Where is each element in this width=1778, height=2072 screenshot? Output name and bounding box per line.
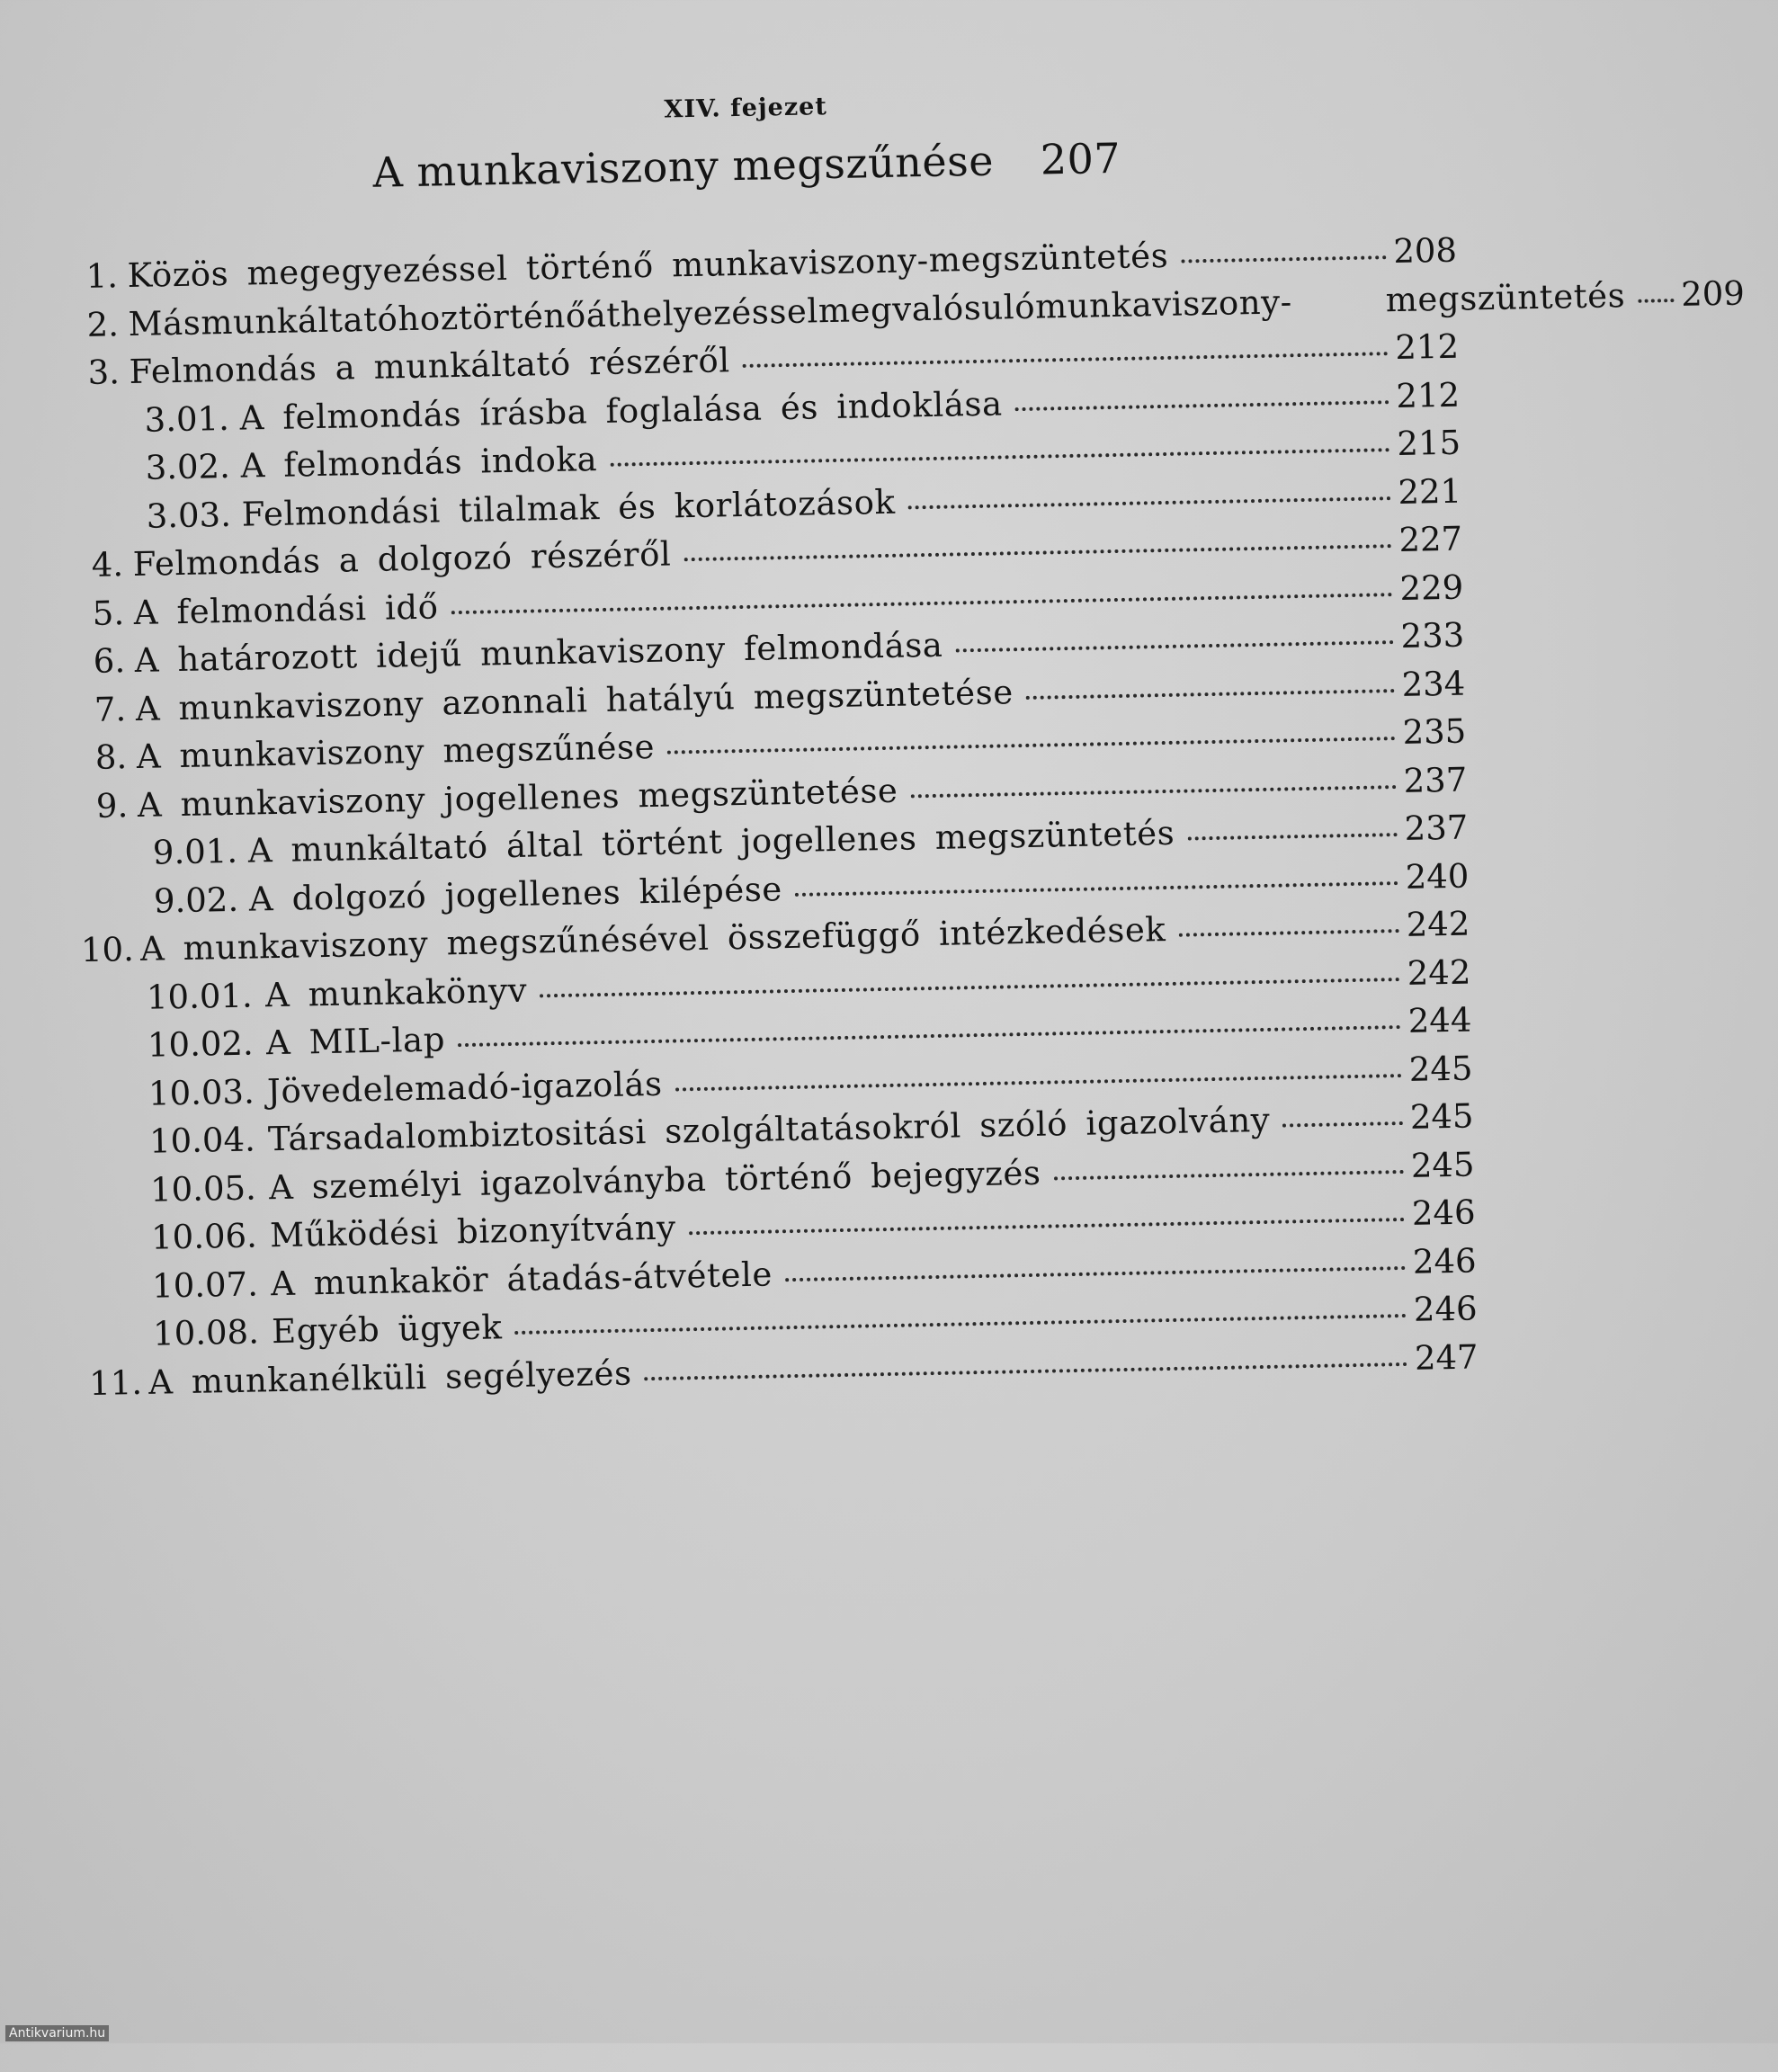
toc-entry-number: 1.: [85, 256, 119, 296]
toc-entry-number: 6.: [93, 641, 126, 681]
dot-leader: [1178, 929, 1398, 937]
toc-entry-title: A felmondási idő: [133, 586, 439, 632]
chapter-title: [3, 127, 1491, 204]
toc-entry-word: történő: [458, 295, 587, 337]
dot-leader: [675, 1074, 1402, 1092]
toc-entry-page: 208: [1392, 230, 1458, 272]
toc-entry-page: 209: [1680, 273, 1746, 314]
toc-entry-title: A munkaviszony megszűnésével összefüggő intézkedések: [139, 910, 1166, 969]
toc-entry-page: 245: [1409, 1096, 1474, 1137]
toc-entry-page: 245: [1410, 1144, 1475, 1185]
chapter-label: XIV. fejezet: [664, 93, 828, 124]
toc-entry-title: A dolgozó jogellenes kilépése: [248, 869, 783, 919]
toc-entry-page: 212: [1394, 326, 1460, 367]
dot-leader: [667, 737, 1396, 755]
toc-entry-number: 10.06.: [150, 1216, 258, 1257]
toc-entry-number: 8.: [94, 737, 128, 777]
toc-entry-title: A MIL-lap: [265, 1020, 446, 1063]
dot-leader: [1054, 1169, 1404, 1179]
toc-entry-word: áthelyezéssel: [585, 290, 819, 335]
toc-entry-title: Működési bizonyítvány: [269, 1208, 677, 1255]
toc-entry-title: Felmondás a dolgozó részéről: [132, 534, 672, 584]
toc-entry-title: Társadalombiztositási szolgáltatásokról szóló igazolvány: [267, 1100, 1271, 1159]
dot-leader: [1181, 255, 1386, 263]
toc-entry-title: Felmondás a munkáltató részéről: [129, 341, 731, 392]
toc-entry-title-continued: megszüntetés: [1385, 275, 1626, 319]
toc-entry-title: Közös megegyezéssel történő munkaviszony-megszüntetés: [127, 236, 1169, 296]
toc-entry-title: A felmondás írásba foglalása és indoklása: [239, 383, 1004, 438]
toc-entry-page: 235: [1402, 711, 1467, 752]
toc-entry-number: 3.01.: [144, 398, 230, 440]
toc-entry-word: Más: [128, 302, 201, 344]
toc-entry-number: 9.01.: [152, 831, 238, 872]
toc-entry-page: 246: [1413, 1289, 1478, 1329]
chapter-title-text: A munkaviszony megszűnése: [372, 136, 995, 197]
dot-leader: [684, 544, 1391, 561]
toc-entry-number: 10.04.: [148, 1120, 256, 1161]
toc-entry-word: munkáltatóhoz: [200, 298, 460, 342]
toc-entry-page: 244: [1407, 1000, 1472, 1040]
toc-entry-number: 10.07.: [151, 1264, 259, 1306]
toc-entry-title: Egyéb ügyek: [271, 1308, 503, 1352]
toc-entry-number: 5.: [92, 593, 125, 633]
dot-leader: [458, 1025, 1401, 1047]
dot-leader: [1187, 833, 1397, 840]
toc-entry-title: A munkáltató által történt jogellenes megszüntetés: [247, 813, 1175, 871]
toc-entry-title: A munkaviszony jogellenes megszüntetése: [137, 771, 898, 825]
dot-leader: [1282, 1121, 1403, 1128]
dot-leader: [1638, 299, 1674, 303]
toc-entry-page: 221: [1398, 471, 1462, 512]
toc-entry-page: 237: [1404, 808, 1469, 848]
toc-entry-number: 3.: [87, 353, 121, 392]
toc-entry-page: 234: [1401, 664, 1466, 704]
dot-leader: [689, 1218, 1405, 1235]
toc-entry-title: A munkakör átadás-átvétele: [270, 1254, 773, 1303]
chapter-page-number: 207: [1040, 133, 1121, 184]
toc-entry-page: 227: [1398, 519, 1463, 559]
toc-entry-page: 246: [1411, 1192, 1476, 1233]
table-of-contents: [80, 227, 1746, 1407]
toc-entry-page: 233: [1400, 615, 1465, 656]
toc-entry-number: 9.02.: [153, 880, 239, 921]
watermark: Antikvarium.hu: [5, 2025, 109, 2041]
toc-entry-page: 242: [1407, 952, 1471, 993]
toc-entry-number: 10.01.: [146, 976, 254, 1017]
toc-entry-page: 229: [1399, 567, 1464, 608]
toc-entry-number: 10.05.: [149, 1167, 257, 1210]
toc-entry-number: 3.02.: [145, 446, 231, 487]
toc-entry-page: 246: [1412, 1240, 1477, 1282]
toc-entry-title: A határozott idejű munkaviszony felmondása: [134, 625, 943, 680]
toc-entry-title: Felmondási tilalmak és korlátozások: [241, 482, 896, 534]
toc-entry-number: 7.: [94, 689, 127, 729]
toc-entry-title: A munkaviszony azonnali hatályú megszüntetése: [135, 672, 1014, 728]
dot-leader: [956, 640, 1394, 652]
dot-leader: [795, 881, 1398, 897]
toc-entry-title: A munkanélküli segélyezés: [147, 1353, 632, 1402]
dot-leader: [743, 352, 1389, 368]
toc-entry-number: 10.03.: [147, 1072, 255, 1113]
dot-leader: [451, 593, 1393, 614]
toc-entry-title: A munkaviszony megszűnése: [136, 727, 656, 776]
toc-entry-title: A személyi igazolványba történő bejegyzés: [268, 1153, 1041, 1207]
toc-entry-title: A munkakönyv: [264, 970, 528, 1014]
toc-entry-number: 9.: [95, 785, 129, 826]
toc-entry-word: megvalósuló: [818, 287, 1036, 330]
dot-leader: [514, 1314, 1407, 1335]
toc-entry-number: 2.: [86, 304, 120, 344]
dot-leader: [1026, 689, 1395, 700]
toc-entry-word: munkaviszony-: [1034, 281, 1293, 326]
toc-entry-number: 10.02.: [147, 1023, 255, 1065]
toc-entry-title: A felmondás indoka: [240, 440, 598, 486]
toc-entry-number: 3.03.: [146, 495, 232, 536]
toc-entry-page: 245: [1408, 1049, 1473, 1089]
dot-leader: [1015, 400, 1389, 411]
toc-entry-title: Jövedelemadó-igazolás: [266, 1064, 664, 1111]
dot-leader: [911, 785, 1397, 798]
toc-entry-page: 242: [1406, 904, 1470, 944]
dot-leader: [785, 1265, 1406, 1281]
toc-entry-number: 4.: [91, 545, 124, 585]
dot-leader: [908, 496, 1391, 509]
toc-entry-number: 10.08.: [152, 1312, 260, 1353]
dot-leader: [645, 1362, 1407, 1380]
toc-entry-page: 247: [1414, 1336, 1479, 1378]
toc-entry-number: 11.: [88, 1362, 143, 1403]
toc-entry-number: 10.: [80, 930, 135, 970]
toc-entry-page: 240: [1405, 856, 1470, 897]
dot-leader: [540, 978, 1400, 997]
toc-entry-page: 212: [1396, 375, 1461, 415]
dot-leader: [610, 448, 1389, 467]
toc-entry-page: 237: [1403, 760, 1468, 800]
toc-entry-page: 215: [1397, 423, 1461, 463]
